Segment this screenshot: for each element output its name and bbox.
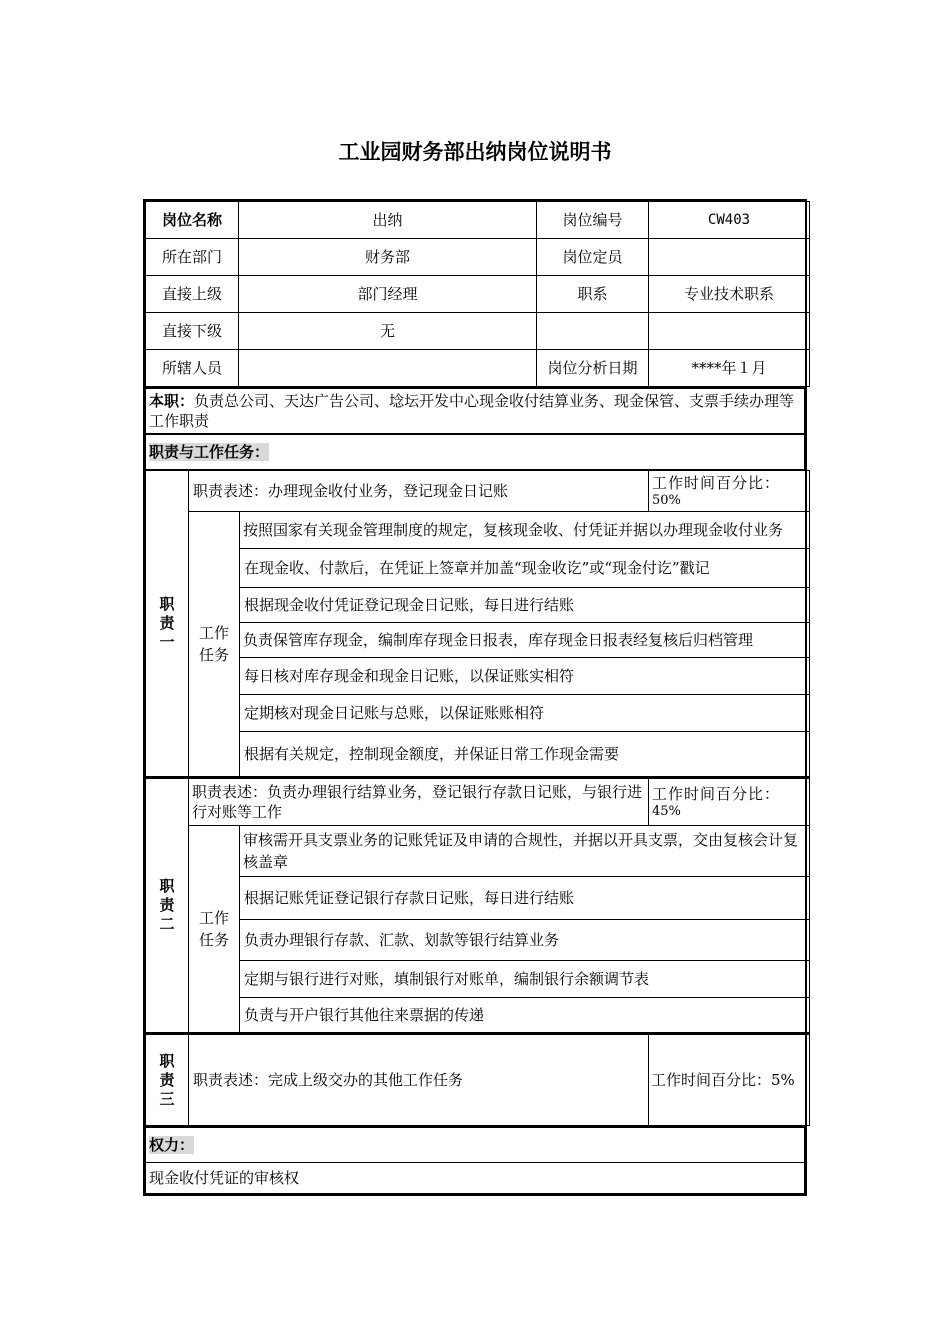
duty2-task-4: 定期与银行进行对账，填制银行对账单，编制银行余额调节表 bbox=[240, 961, 810, 998]
task-row bbox=[146, 512, 810, 549]
row-dept bbox=[146, 239, 810, 276]
duty2-label bbox=[146, 778, 189, 1033]
duty2-task-3: 负责办理银行存款、汇款、划款等银行结算业务 bbox=[240, 920, 810, 961]
analysis-date-label: 岗位分析日期 bbox=[537, 350, 649, 387]
post-name-value: 出纳 bbox=[239, 202, 537, 239]
duty3-label bbox=[146, 1034, 189, 1126]
task-row bbox=[146, 998, 810, 1033]
superior-value: 部门经理 bbox=[239, 276, 537, 313]
post-no-value: CW403 bbox=[649, 202, 810, 239]
duty-summary-text: 负责总公司、天达广告公司、埝坛开发中心现金收付结算业务、现金保管、支票手续办理等工作职责 bbox=[149, 392, 795, 430]
series-label: 职系 bbox=[537, 276, 649, 313]
task-row bbox=[146, 826, 810, 877]
task-row bbox=[146, 549, 810, 588]
info-table bbox=[145, 201, 810, 387]
subordinate-label: 直接下级 bbox=[146, 313, 239, 350]
duty1-task-label-text: 工作任务 bbox=[198, 624, 229, 664]
superior-label: 直接上级 bbox=[146, 276, 239, 313]
duty1-task-4: 负责保管库存现金，编制库存现金日报表，库存现金日报表经复核后归档管理 bbox=[240, 623, 810, 658]
duty3-desc: 职责表述：完成上级交办的其他工作任务 bbox=[189, 1034, 649, 1126]
task-row bbox=[146, 695, 810, 732]
staff-value bbox=[239, 350, 537, 387]
duty2-time-label: 工作时间百分比： bbox=[652, 785, 781, 803]
task-row bbox=[146, 623, 810, 658]
duty2-task-5: 负责与开户银行其他往来票据的传递 bbox=[240, 998, 810, 1033]
duty1-task-5: 每日核对库存现金和现金日记账，以保证账实相符 bbox=[240, 658, 810, 695]
task-row bbox=[146, 961, 810, 998]
duty1-label bbox=[146, 471, 189, 777]
duty2-table bbox=[145, 777, 810, 1033]
empty-cell bbox=[649, 313, 810, 350]
duty1-task-6: 定期核对现金日记账与总账，以保证账账相符 bbox=[240, 695, 810, 732]
duty2-time-value: 45% bbox=[652, 804, 681, 819]
dept-value: 财务部 bbox=[239, 239, 537, 276]
duty1-time bbox=[649, 471, 810, 512]
task-row bbox=[146, 877, 810, 920]
duty2-time bbox=[649, 778, 810, 826]
duty2-task-2: 根据记账凭证登记银行存款日记账，每日进行结账 bbox=[240, 877, 810, 920]
duty3-table bbox=[145, 1033, 810, 1126]
duty2-desc-row bbox=[146, 778, 810, 826]
duty1-task-7: 根据有关规定，控制现金额度，并保证日常工作现金需要 bbox=[240, 732, 810, 777]
row-post-name bbox=[146, 202, 810, 239]
row-superior bbox=[146, 276, 810, 313]
duties-header: 职责与工作任务： bbox=[149, 442, 270, 461]
subordinate-value: 无 bbox=[239, 313, 537, 350]
duty3-time: 工作时间百分比：5% bbox=[649, 1034, 810, 1126]
row-duties-header bbox=[146, 434, 805, 470]
empty-cell bbox=[537, 313, 649, 350]
job-description-table bbox=[143, 199, 807, 1196]
task-row bbox=[146, 588, 810, 623]
quota-label: 岗位定员 bbox=[537, 239, 649, 276]
duty2-task-1: 审核需开具支票业务的记账凭证及申请的合规性，并据以开具支票，交由复核会计复核盖章 bbox=[240, 826, 810, 877]
duty1-task-label bbox=[189, 512, 240, 777]
task-row bbox=[146, 658, 810, 695]
quota-value bbox=[649, 239, 810, 276]
duty3-row bbox=[146, 1034, 810, 1126]
duty3-label-text: 职责三 bbox=[159, 1051, 175, 1108]
post-no-label: 岗位编号 bbox=[537, 202, 649, 239]
duty1-time-value: 50% bbox=[652, 493, 681, 508]
authority-table bbox=[145, 1126, 805, 1194]
document-title: 工业园财务部出纳岗位说明书 bbox=[338, 140, 612, 164]
analysis-date-value: ****年１月 bbox=[649, 350, 810, 387]
duty-summary-label: 本职： bbox=[149, 392, 195, 410]
duty1-desc-row bbox=[146, 471, 810, 512]
series-value: 专业技术职系 bbox=[649, 276, 810, 313]
duty2-task-label-text: 工作任务 bbox=[198, 909, 229, 949]
post-name-label: 岗位名称 bbox=[146, 202, 239, 239]
duty1-label-text: 职责一 bbox=[159, 595, 175, 651]
duty1-task-2: 在现金收、付款后，在凭证上签章并加盖“现金收讫”或“现金付讫”戳记 bbox=[240, 549, 810, 588]
authority-item-1: 现金收付凭证的审核权 bbox=[146, 1163, 805, 1194]
authority-label: 权力： bbox=[149, 1135, 195, 1154]
duty1-time-label: 工作时间百分比： bbox=[652, 474, 781, 492]
row-duty-summary bbox=[146, 388, 805, 434]
row-staff bbox=[146, 350, 810, 387]
duty1-task-1: 按照国家有关现金管理制度的规定，复核现金收、付凭证并据以办理现金收付业务 bbox=[240, 512, 810, 549]
dept-label: 所在部门 bbox=[146, 239, 239, 276]
duty2-label-text: 职责二 bbox=[159, 877, 175, 933]
duty1-desc: 职责表述：办理现金收付业务，登记现金日记账 bbox=[189, 471, 649, 512]
row-subordinate bbox=[146, 313, 810, 350]
task-row bbox=[146, 920, 810, 961]
duty1-task-3: 根据现金收付凭证登记现金日记账，每日进行结账 bbox=[240, 588, 810, 623]
duty2-desc: 职责表述：负责办理银行结算业务，登记银行存款日记账，与银行进行对账等工作 bbox=[189, 778, 649, 826]
summary-table bbox=[145, 387, 805, 470]
authority-header-row bbox=[146, 1127, 805, 1163]
authority-item-row bbox=[146, 1163, 805, 1194]
duty2-task-label bbox=[189, 826, 240, 1033]
duty1-table bbox=[145, 470, 810, 777]
task-row bbox=[146, 732, 810, 777]
staff-label: 所辖人员 bbox=[146, 350, 239, 387]
